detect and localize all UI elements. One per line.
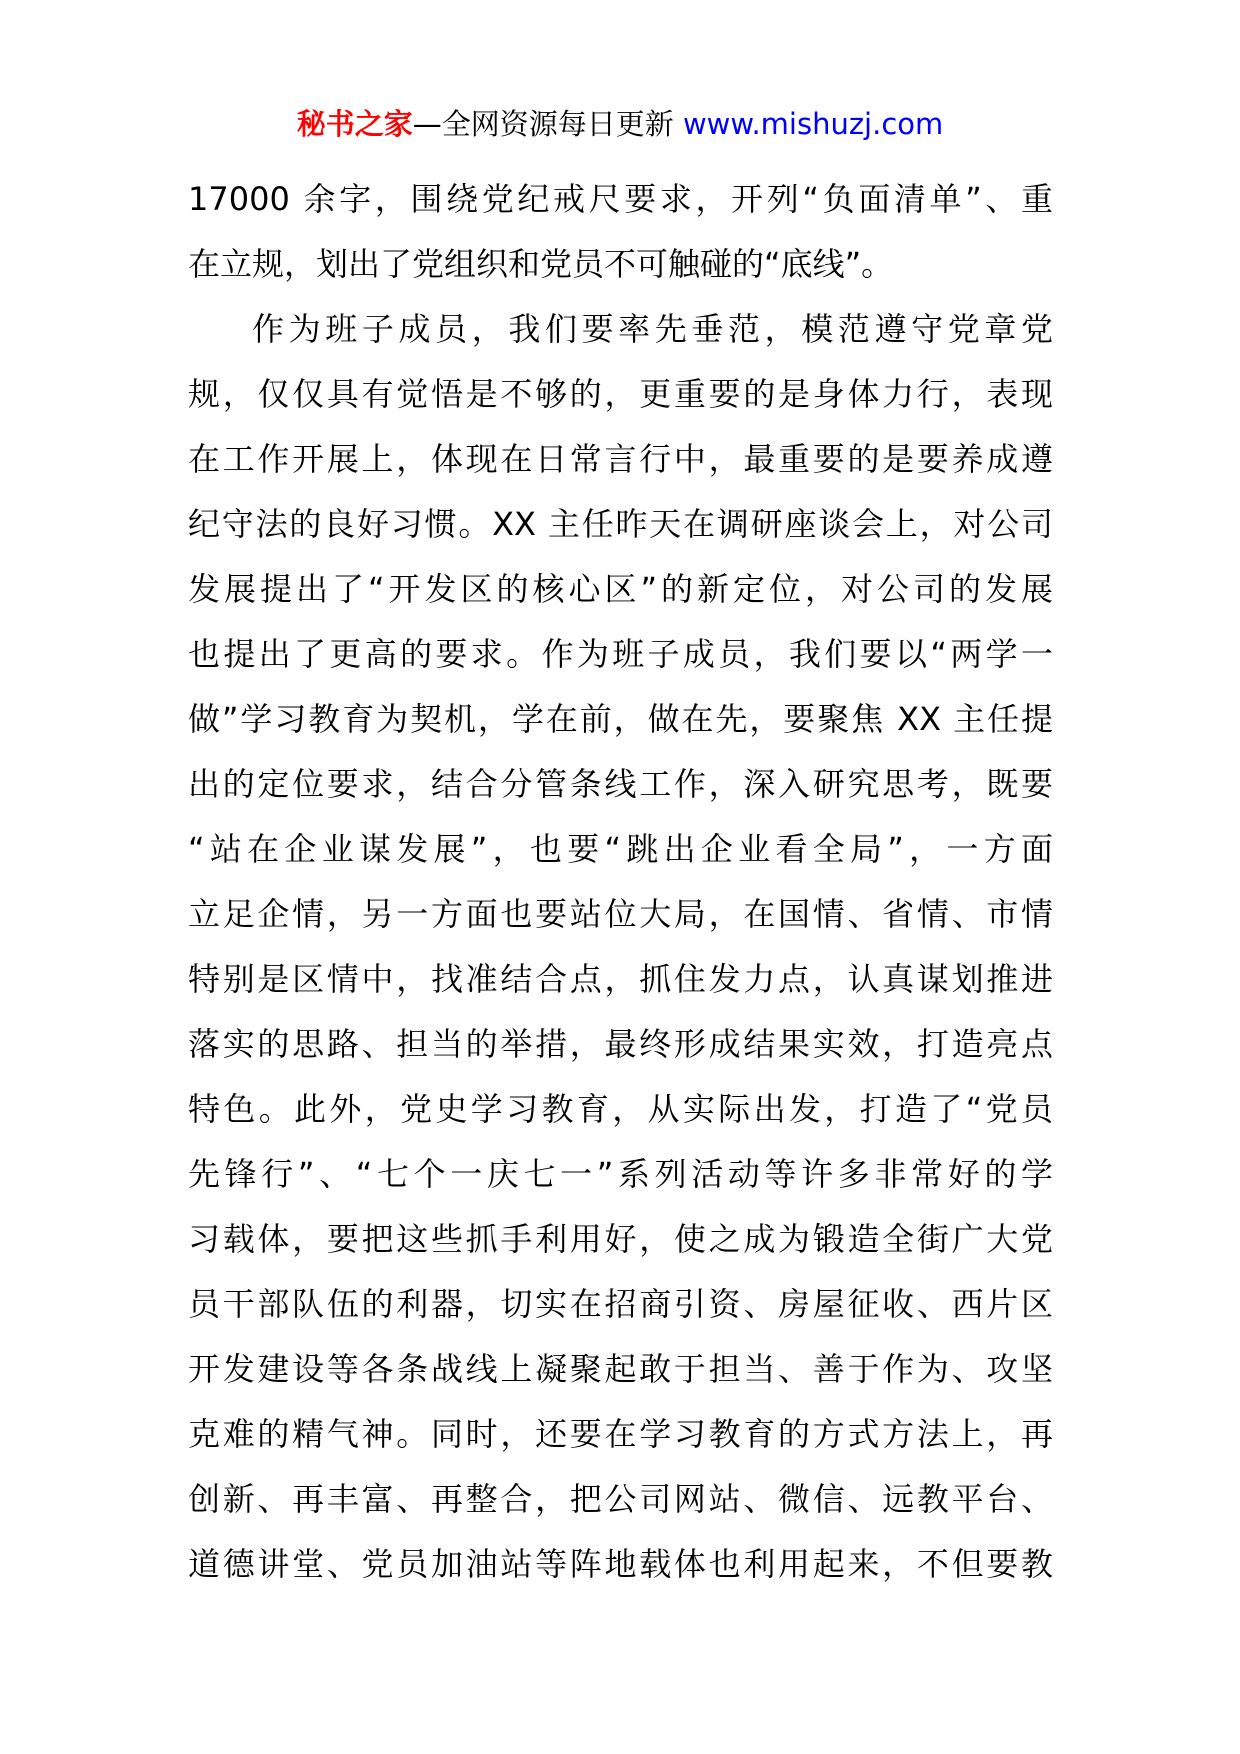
text-line: 作为班子成员，我们要率先垂范，模范遵守党章党: [252, 310, 1053, 348]
site-url-link[interactable]: www.mishuzj.com: [682, 107, 944, 141]
text-line: 也提出了更高的要求。作为班子成员，我们要以“两学一: [188, 635, 1053, 673]
text-line: 出的定位要求，结合分管条线工作，深入研究思考，既要: [188, 765, 1053, 803]
text-line: 在立规，划出了党组织和党员不可触碰的“底线”。: [188, 245, 894, 283]
site-tagline: —全网资源每日更新: [412, 107, 683, 141]
text-line: 发展提出了“开发区的核心区”的新定位，对公司的发展: [188, 570, 1053, 608]
text-line: 习载体，要把这些抓手利用好，使之成为锻造全街广大党: [188, 1220, 1053, 1258]
text-line: “站在企业谋发展”，也要“跳出企业看全局”，一方面: [188, 830, 1053, 868]
text-line: 做”学习教育为契机，学在前，做在先，要聚焦 XX 主任提: [188, 700, 1053, 738]
text-line: 落实的思路、担当的举措，最终形成结果实效，打造亮点: [188, 1025, 1053, 1063]
text-line: 立足企情，另一方面也要站位大局，在国情、省情、市情: [188, 895, 1053, 933]
site-brand: 秘书之家: [296, 107, 413, 141]
text-line: 员干部队伍的利器，切实在招商引资、房屋征收、西片区: [188, 1285, 1053, 1323]
text-line: 17000 余字，围绕党纪戒尺要求，开列“负面清单”、重: [188, 180, 1053, 218]
text-line: 特色。此外，党史学习教育，从实际出发，打造了“党员: [188, 1090, 1053, 1128]
text-line: 规，仅仅具有觉悟是不够的，更重要的是身体力行，表现: [188, 375, 1053, 413]
text-line: 在工作开展上，体现在日常言行中，最重要的是要养成遵: [188, 440, 1053, 478]
document-body: [188, 167, 1053, 1597]
text-line: 道德讲堂、党员加油站等阵地载体也利用起来，不但要教: [188, 1545, 1053, 1583]
text-line: 创新、再丰富、再整合，把公司网站、微信、远教平台、: [188, 1480, 1053, 1518]
site-header: [0, 104, 1240, 144]
text-line: 开发建设等各条战线上凝聚起敢于担当、善于作为、攻坚: [188, 1350, 1053, 1388]
text-line: 先锋行”、“七个一庆七一”系列活动等许多非常好的学: [188, 1155, 1053, 1193]
text-line: 纪守法的良好习惯。XX 主任昨天在调研座谈会上，对公司: [188, 505, 1053, 543]
paragraph-1: [188, 167, 1053, 297]
text-line: 克难的精气神。同时，还要在学习教育的方式方法上，再: [188, 1415, 1053, 1453]
text-line: 特别是区情中，找准结合点，抓住发力点，认真谋划推进: [188, 960, 1053, 998]
paragraph-2: [188, 297, 1053, 1597]
